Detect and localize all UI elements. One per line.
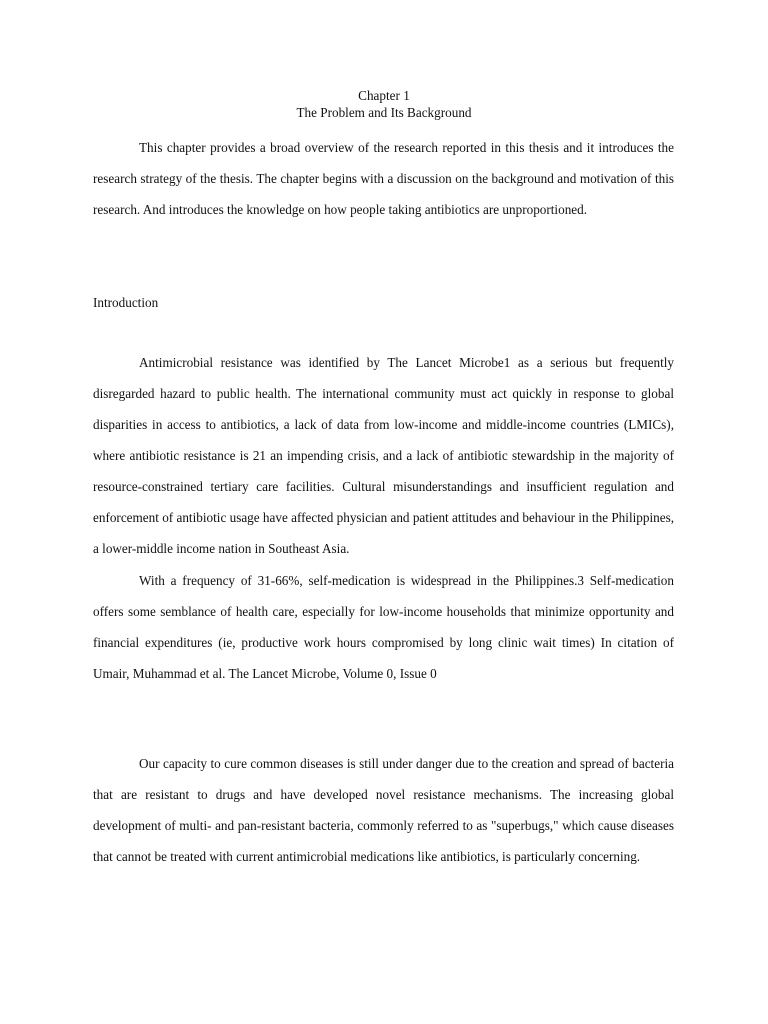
section-heading-introduction: Introduction [93,295,159,310]
chapter-number: Chapter 1 [358,88,410,103]
body-paragraph-3: Our capacity to cure common diseases is still under danger due to the creation and spread of bacteria that are resistant to drugs and have developed novel resistance mechanisms. The increasing global development of multi- and pan-resistant bacteria, commonly referred to as "superbugs," which cause diseases that cannot be treated with current antimicrobial medications like antibiotics, is particularly concerning. [93,756,674,864]
intro-paragraph: This chapter provides a broad overview of the research reported in this thesis and it introduces the research strategy of the thesis. The chapter begins with a discussion on the background and motivation of this research. And introduces the knowledge on how people taking antibiotics are unproportioned. [93,140,674,217]
body-paragraph-2: With a frequency of 31-66%, self-medication is widespread in the Philippines.3 Self-medication offers some semblance of health care, especially for low-income households that minimize opportunity and financial expenditures (ie, productive work hours compromised by long clinic wait times) In citation of Umair, Muhammad et al. The Lancet Microbe, Volume 0, Issue 0 [93,573,674,681]
body-paragraph-1: Antimicrobial resistance was identified by The Lancet Microbe1 as a serious but frequently disregarded hazard to public health. The international community must act quickly in response to global disparities in access to antibiotics, a lack of data from low-income and middle-income countries (LMICs), where antibiotic resistance is 21 an impending crisis, and a lack of antibiotic stewardship in the majority of resource-constrained tertiary care facilities. Cultural misunderstandings and insufficient regulation and enforcement of antibiotic usage have affected physician and patient attitudes and behaviour in the Philippines, a lower-middle income nation in Southeast Asia. [93,355,674,556]
chapter-title: The Problem and Its Background [296,105,472,120]
